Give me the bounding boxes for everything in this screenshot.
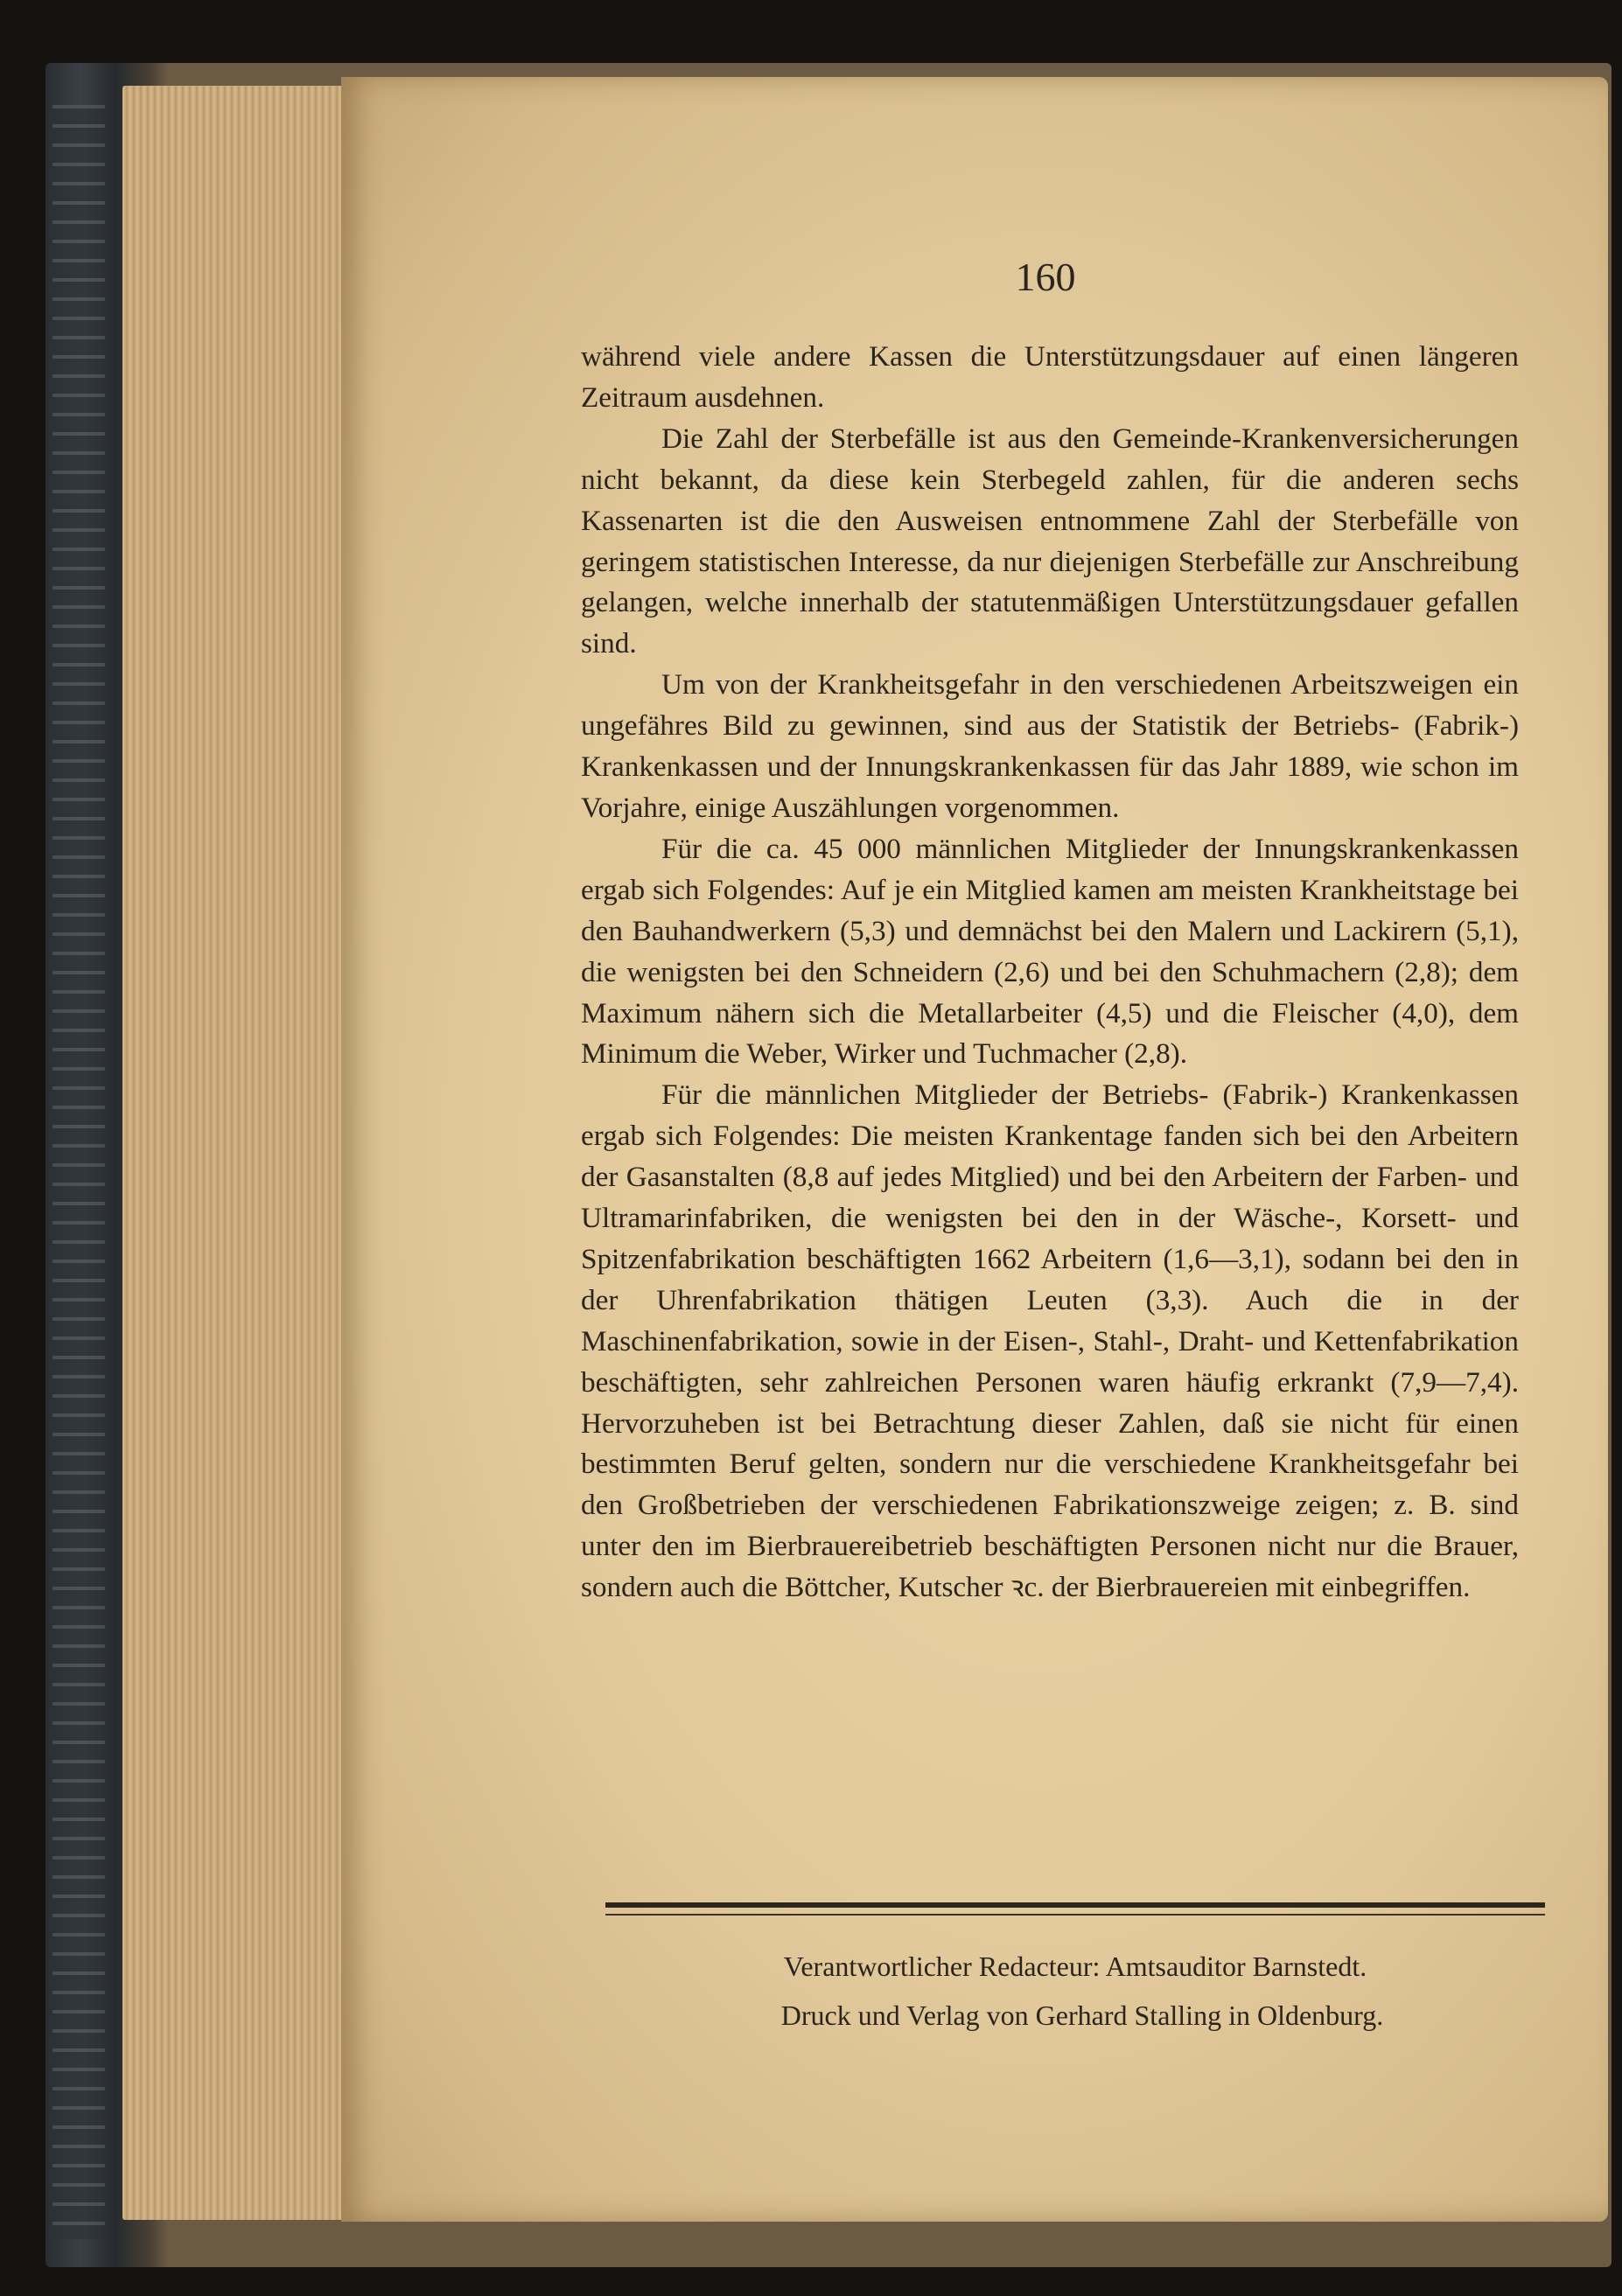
book-spine — [52, 105, 105, 2239]
page-edges — [122, 86, 350, 2220]
publisher-line: Druck und Verlag von Gerhard Stalling in Oldenburg. — [780, 1999, 1384, 2031]
paragraph-3: Um von der Krankheitsgefahr in den verschiedenen Arbeitszweigen ein ungefähres Bild zu gewinnen, sind aus der Statistik der Betriebs- (Fabrik-) Krankenkassen und der Innungskrankenkassen für das Jahr 1889, wie schon im Vorjahre, einige Auszählungen vorgenommen. — [581, 668, 1519, 824]
footer-rule-thick — [605, 1902, 1545, 1908]
editor-line: Verantwortlicher Redacteur: Amtsauditor Barnstedt. — [783, 1951, 1367, 1982]
paragraph-4: Für die ca. 45 000 männlichen Mitglieder der Innungskrankenkassen ergab sich Folgendes: Auf je ein Mitglied kamen am meisten Krankheitstage bei den Bauhandwerkern (5,3) und demnächst bei den Malern und Lackirern (5,1), die wenigsten bei den Schneidern (2,6) und bei den Schuhmachern (2,8); dem Maximum nähern sich die Metallarbeiter (4,5) und die Fleischer (4,0), dem Minimum die Weber, Wirker und Tuchmacher (2,8). — [581, 832, 1519, 1071]
page-number: 160 — [1015, 255, 1076, 299]
page-body — [581, 337, 1519, 1609]
paragraph-5: Für die männlichen Mitglieder der Betriebs- (Fabrik-) Krankenkassen ergab sich Folgendes: Die meisten Krankentage fanden sich bei den Arbeitern der Gasanstalten (8,8 auf jedes Mitglied) und bei den Arbeitern der Farben- und Ultramarinfabriken, die wenigsten bei den in der Wäsche-, Korsett- und Spitzenfabrikation beschäftigten 1662 Arbeitern (1,6—3,1), sodann bei den in der Uhrenfabrikation thätigen Leuten (3,3). Auch die in der Maschinenfabrikation, sowie in der Eisen-, Stahl-, Draht- und Kettenfabrikation beschäftigten, sehr zahlreichen Personen waren häufig erkrankt (7,9—7,4). Hervorzuheben ist bei Betrachtung dieser Zahlen, daß sie nicht für einen bestimmten Beruf gelten, sondern nur die verschiedene Krankheitsgefahr bei den Großbetrieben der verschiedenen Fabrikationszweige zeigen; z. B. sind unter den im Bierbrauereibetrieb beschäftigten Personen nicht nur die Brauer, sondern auch die Böttcher, Kutscher ꝛc. der Bierbrauereien mit einbegriffen. — [581, 1078, 1519, 1604]
footer-rule-thin — [605, 1914, 1545, 1916]
paragraph-1: während viele andere Kassen die Unterstützungsdauer auf einen längeren Zeitraum ausdehnen. — [581, 340, 1519, 414]
paragraph-2: Die Zahl der Sterbefälle ist aus den Gemeinde-Krankenversicherungen nicht bekannt, da diese kein Sterbegeld zahlen, für die anderen sechs Kassenarten ist die den Ausweisen entnommene Zahl der Sterbefälle von geringem statistischen Interesse, da nur diejenigen Sterbefälle zur Anschreibung gelangen, welche innerhalb der statutenmäßigen Unterstützungsdauer gefallen sind. — [581, 422, 1519, 660]
